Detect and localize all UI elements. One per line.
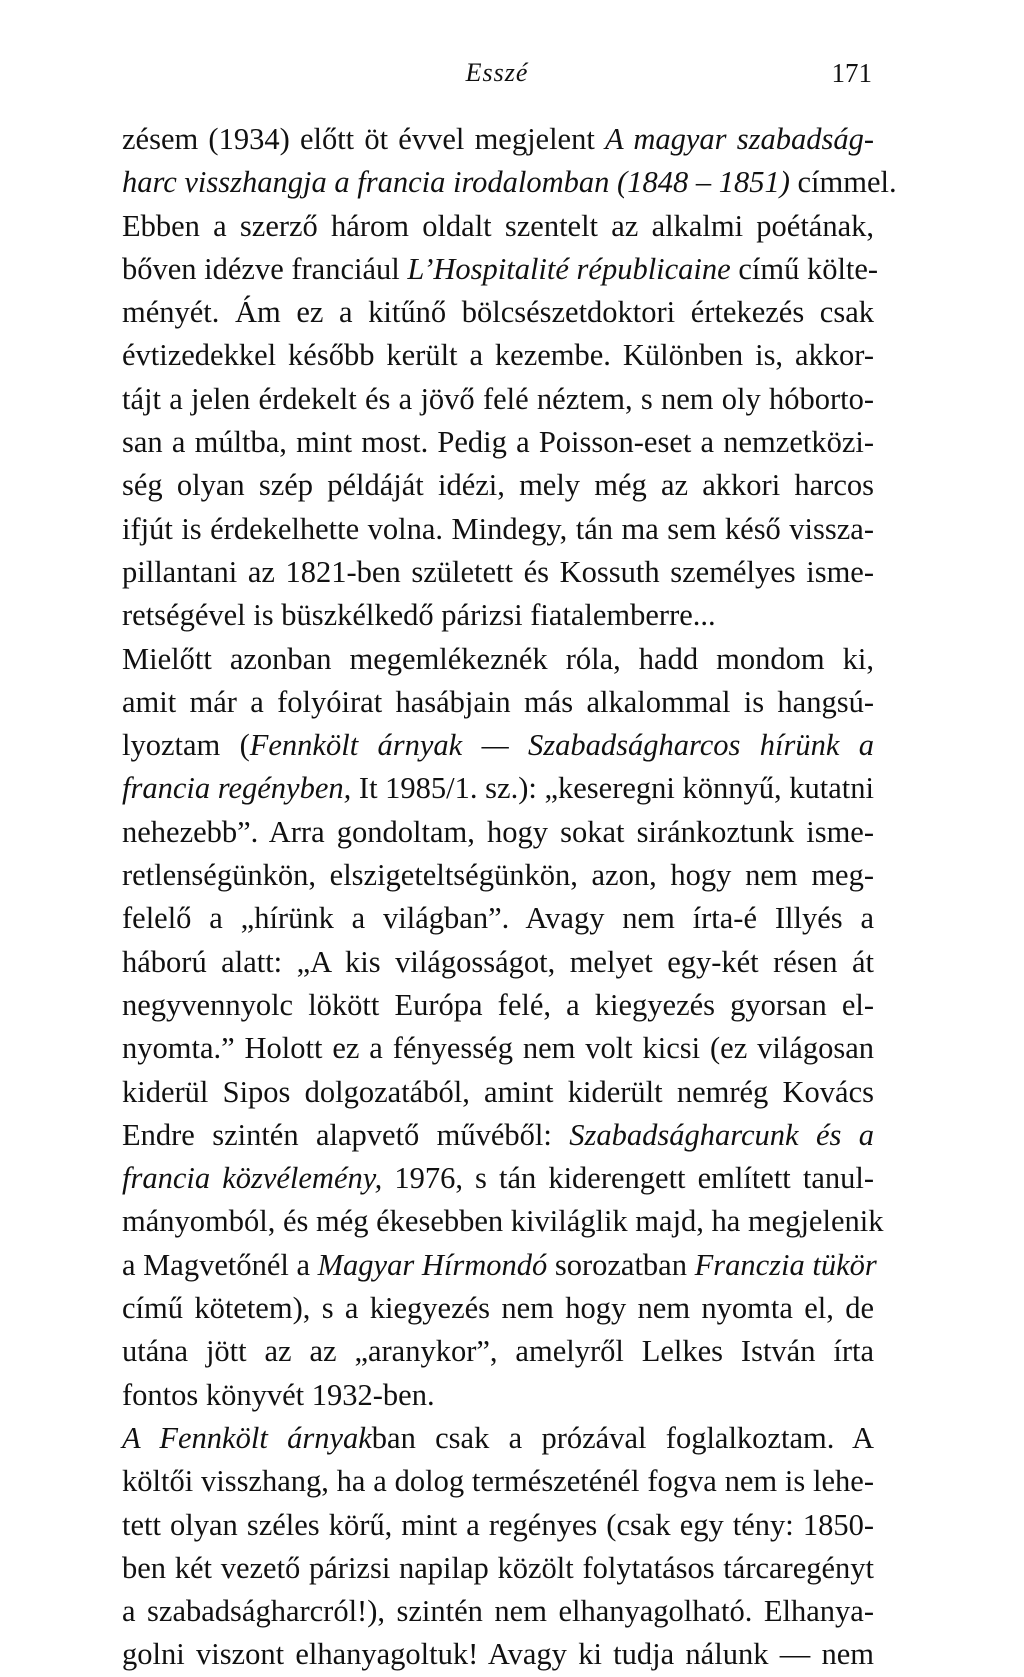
text-line bbox=[122, 941, 874, 984]
text-line bbox=[122, 811, 874, 854]
text-line bbox=[122, 205, 874, 248]
italic-text-segment: francia közvélemény, bbox=[122, 1161, 383, 1196]
text-segment: ség olyan szép példáját idézi, mely még az akkori harcos bbox=[122, 468, 874, 503]
text-line bbox=[122, 1157, 874, 1200]
text-line bbox=[122, 1590, 874, 1633]
running-title: Esszé bbox=[465, 58, 529, 87]
text-line bbox=[122, 334, 874, 377]
text-segment: zésem (1934) előtt öt évvel megjelent bbox=[122, 122, 606, 156]
text-line bbox=[122, 1417, 874, 1460]
text-line bbox=[122, 594, 874, 637]
text-segment: Mielőtt azonban megemlékeznék róla, hadd mondom ki, bbox=[122, 641, 874, 676]
italic-text-segment: Franczia tükör bbox=[694, 1247, 877, 1282]
text-segment: című költe- bbox=[730, 251, 879, 286]
text-line bbox=[122, 1547, 874, 1590]
text-segment: Endre szintén alapvető művéből: bbox=[122, 1117, 570, 1152]
text-line bbox=[122, 681, 874, 724]
text-line bbox=[122, 1244, 877, 1287]
text-line bbox=[122, 378, 874, 421]
text-segment: ban csak a prózával foglalkoztam. A bbox=[371, 1420, 874, 1455]
text-segment: retlenségünkön, elszigeteltségünkön, azon, hogy nem meg- bbox=[122, 858, 874, 893]
text-line bbox=[122, 1287, 874, 1330]
text-segment: nehezebb”. Arra gondoltam, hogy sokat siránkoztunk isme- bbox=[122, 814, 874, 849]
text-line bbox=[122, 161, 897, 204]
text-segment: című kötetem), s a kiegyezés nem hogy nem nyomta el, de bbox=[122, 1291, 874, 1326]
text-segment: negyvennyolc lökött Európa felé, a kiegyezés gyorsan el- bbox=[122, 987, 874, 1022]
text-segment: amit már a folyóirat hasábjain más alkalommal is hangsú- bbox=[122, 684, 874, 719]
text-segment: mányomból, és még ékesebben kiviláglik majd, ha megjelenik bbox=[122, 1204, 884, 1239]
text-line bbox=[122, 1114, 874, 1157]
text-segment: san a múltba, mint most. Pedig a Poisson-eset a nemzetközi- bbox=[122, 425, 874, 460]
text-segment: retségével is büszkélkedő párizsi fiatalemberre... bbox=[122, 598, 716, 633]
text-segment: a szabadságharcról!), szintén nem elhanyagolható. Elhanya- bbox=[122, 1594, 874, 1629]
text-segment: tájt a jelen érdekelt és a jövő felé néztem, s nem oly hóborto- bbox=[122, 381, 874, 416]
text-segment: évtizedekkel később került a kezembe. Különben is, akkor- bbox=[122, 338, 874, 373]
text-segment: golni viszont elhanyagoltuk! Avagy ki tudja nálunk — nem bbox=[122, 1637, 874, 1672]
text-line bbox=[122, 1633, 874, 1676]
text-line bbox=[122, 984, 874, 1027]
text-line bbox=[122, 248, 879, 291]
text-line bbox=[122, 854, 874, 897]
text-line bbox=[122, 1460, 874, 1503]
running-head bbox=[120, 48, 874, 92]
text-line bbox=[122, 724, 874, 767]
text-line bbox=[122, 464, 874, 507]
text-segment: pillantani az 1821-ben született és Kossuth személyes isme- bbox=[122, 554, 874, 589]
text-segment: sorozatban bbox=[547, 1247, 695, 1282]
text-segment: utána jött az az „aranykor”, amelyről Lelkes István írta bbox=[122, 1334, 874, 1369]
italic-text-segment: Szabadságharcunk és a bbox=[569, 1117, 874, 1152]
text-line bbox=[122, 897, 874, 940]
text-line bbox=[122, 551, 874, 594]
text-segment: 1976, s tán kiderengett említett tanul- bbox=[382, 1161, 874, 1196]
text-line bbox=[122, 118, 874, 161]
italic-text-segment: Magyar Hírmondó bbox=[317, 1247, 548, 1282]
text-line bbox=[122, 291, 874, 334]
text-segment: ményét. Ám ez a kitűnő bölcsészetdoktori értekezés csak bbox=[122, 295, 874, 330]
italic-text-segment: francia regényben, bbox=[122, 771, 352, 806]
text-segment: bőven idézve franciául bbox=[122, 251, 408, 286]
text-line bbox=[122, 1374, 874, 1417]
italic-text-segment: A Fennkölt árnyak bbox=[122, 1420, 372, 1455]
italic-text-segment: harc visszhangja a francia irodalomban (1848 – 1851) bbox=[122, 165, 790, 200]
body-text bbox=[122, 118, 897, 1677]
text-segment: fontos könyvét 1932-ben. bbox=[122, 1377, 435, 1412]
italic-text-segment: A magyar szabadság- bbox=[605, 122, 874, 156]
text-segment: It 1985/1. sz.): „keseregni könnyű, kutatni bbox=[351, 771, 874, 806]
text-line bbox=[122, 1200, 884, 1243]
text-segment: címmel. bbox=[789, 165, 897, 200]
text-segment: ben két vezető párizsi napilap közölt folytatásos tárcaregényt bbox=[122, 1550, 874, 1585]
text-segment: ifjút is érdekelhette volna. Mindegy, tán ma sem késő vissza- bbox=[122, 511, 874, 546]
text-segment: nyomta.” Holott ez a fényesség nem volt kicsi (ez világosan bbox=[122, 1031, 874, 1066]
italic-text-segment: L’Hospitalité républicaine bbox=[407, 251, 731, 286]
text-line bbox=[122, 1027, 874, 1070]
text-segment: költői visszhang, ha a dolog természeténél fogva nem is lehe- bbox=[122, 1464, 874, 1499]
text-segment: háború alatt: „A kis világosságot, melyet egy-két résen át bbox=[122, 944, 874, 979]
text-line bbox=[122, 508, 874, 551]
text-line bbox=[122, 767, 874, 810]
text-line bbox=[122, 1330, 874, 1373]
text-segment: tett olyan széles körű, mint a regényes (csak egy tény: 1850- bbox=[122, 1507, 874, 1542]
text-segment: a Magvetőnél a bbox=[122, 1247, 318, 1282]
text-line bbox=[122, 1504, 874, 1547]
text-line bbox=[122, 1071, 874, 1114]
text-segment: kiderül Sipos dolgozatából, amint kiderült nemrég Kovács bbox=[122, 1074, 874, 1109]
text-segment: Ebben a szerző három oldalt szentelt az alkalmi poétának, bbox=[122, 208, 874, 243]
text-segment: felelő a „hírünk a világban”. Avagy nem írta-é Illyés a bbox=[122, 901, 874, 936]
page-number: 171 bbox=[831, 58, 872, 88]
text-line bbox=[122, 638, 874, 681]
text-line bbox=[122, 421, 874, 464]
text-segment: lyoztam ( bbox=[122, 728, 250, 763]
italic-text-segment: Fennkölt árnyak — Szabadságharcos hírünk a bbox=[249, 728, 875, 763]
